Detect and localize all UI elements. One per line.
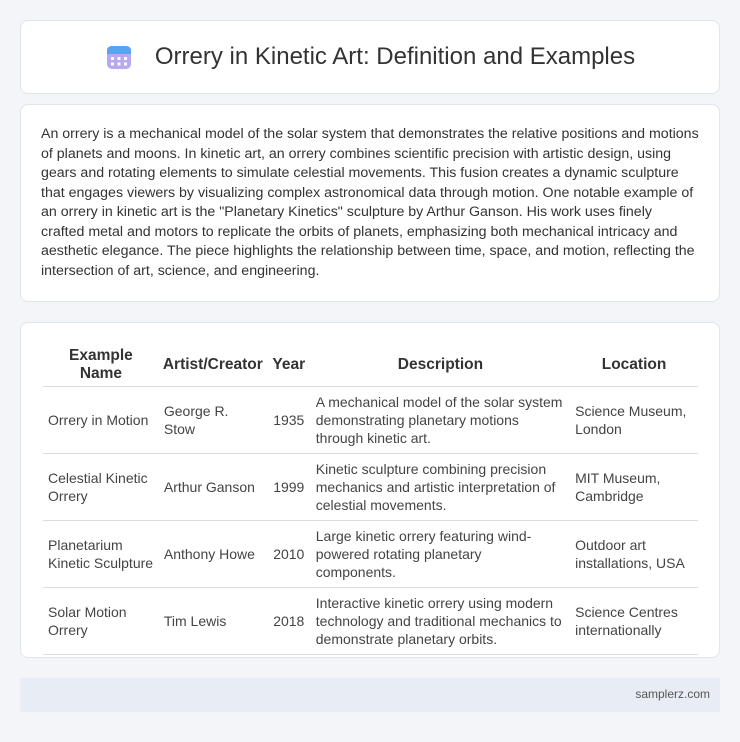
cell-artist: Anthony Howe (159, 521, 267, 588)
intro-card (20, 104, 720, 302)
column-header-year: Year (267, 343, 311, 387)
header (105, 43, 635, 71)
cell-description: Kinetic sculpture combining precision mechanics and artistic interpretation of celestial movements. (311, 454, 570, 521)
header-card (20, 20, 720, 94)
table-row (43, 387, 698, 454)
cell-description: Large kinetic orrery featuring wind-powered rotating planetary components. (311, 521, 570, 588)
cell-description: Interactive kinetic orrery using modern technology and traditional mechanics to demonstrate planetary orbits. (311, 588, 570, 655)
cell-year: 1935 (267, 387, 311, 454)
cell-example-name: Planetarium Kinetic Sculpture (43, 521, 159, 588)
column-header-description: Description (311, 343, 570, 387)
table-row (43, 588, 698, 655)
footer (20, 678, 720, 712)
calendar-icon (105, 43, 133, 71)
page-title: Orrery in Kinetic Art: Definition and Examples (154, 43, 636, 70)
cell-example-name: Solar Motion Orrery (43, 588, 159, 655)
intro-paragraph: An orrery is a mechanical model of the solar system that demonstrates the relative positions and motions of planets and moons. In kinetic art, an orrery combines scientific precision with artistic design, using gears and rotating elements to simulate celestial movements. This fusion creates a dynamic sculpture that engages viewers by visualizing complex astronomical data through motion. One notable example of an orrery in kinetic art is the "Planetary Kinetics" sculpture by Arthur Ganson. His work uses finely crafted metal and motors to replicate the orbits of planets, emphasizing both mechanical intricacy and aesthetic elegance. The piece highlights the relationship between time, space, and motion, reflecting the intersection of art, science, and engineering. (41, 126, 699, 279)
footer-site-link[interactable]: samplerz.com (635, 687, 710, 701)
cell-location: Outdoor art installations, USA (570, 521, 698, 588)
cell-description: A mechanical model of the solar system demonstrating planetary motions through kinetic art. (311, 387, 570, 454)
column-header-artist: Artist/Creator (159, 343, 267, 387)
cell-example-name: Orrery in Motion (43, 387, 159, 454)
column-header-example-name: Example Name (43, 343, 159, 387)
table-header-row (43, 343, 698, 387)
cell-artist: Arthur Ganson (159, 454, 267, 521)
table-row (43, 454, 698, 521)
cell-year: 2018 (267, 588, 311, 655)
cell-artist: Tim Lewis (159, 588, 267, 655)
examples-table-card (20, 322, 720, 658)
cell-year: 2010 (267, 521, 311, 588)
cell-artist: George R. Stow (159, 387, 267, 454)
examples-table (43, 343, 698, 655)
cell-example-name: Celestial Kinetic Orrery (43, 454, 159, 521)
table-row (43, 521, 698, 588)
cell-location: MIT Museum, Cambridge (570, 454, 698, 521)
cell-year: 1999 (267, 454, 311, 521)
cell-location: Science Museum, London (570, 387, 698, 454)
column-header-location: Location (570, 343, 698, 387)
cell-location: Science Centres internationally (570, 588, 698, 655)
